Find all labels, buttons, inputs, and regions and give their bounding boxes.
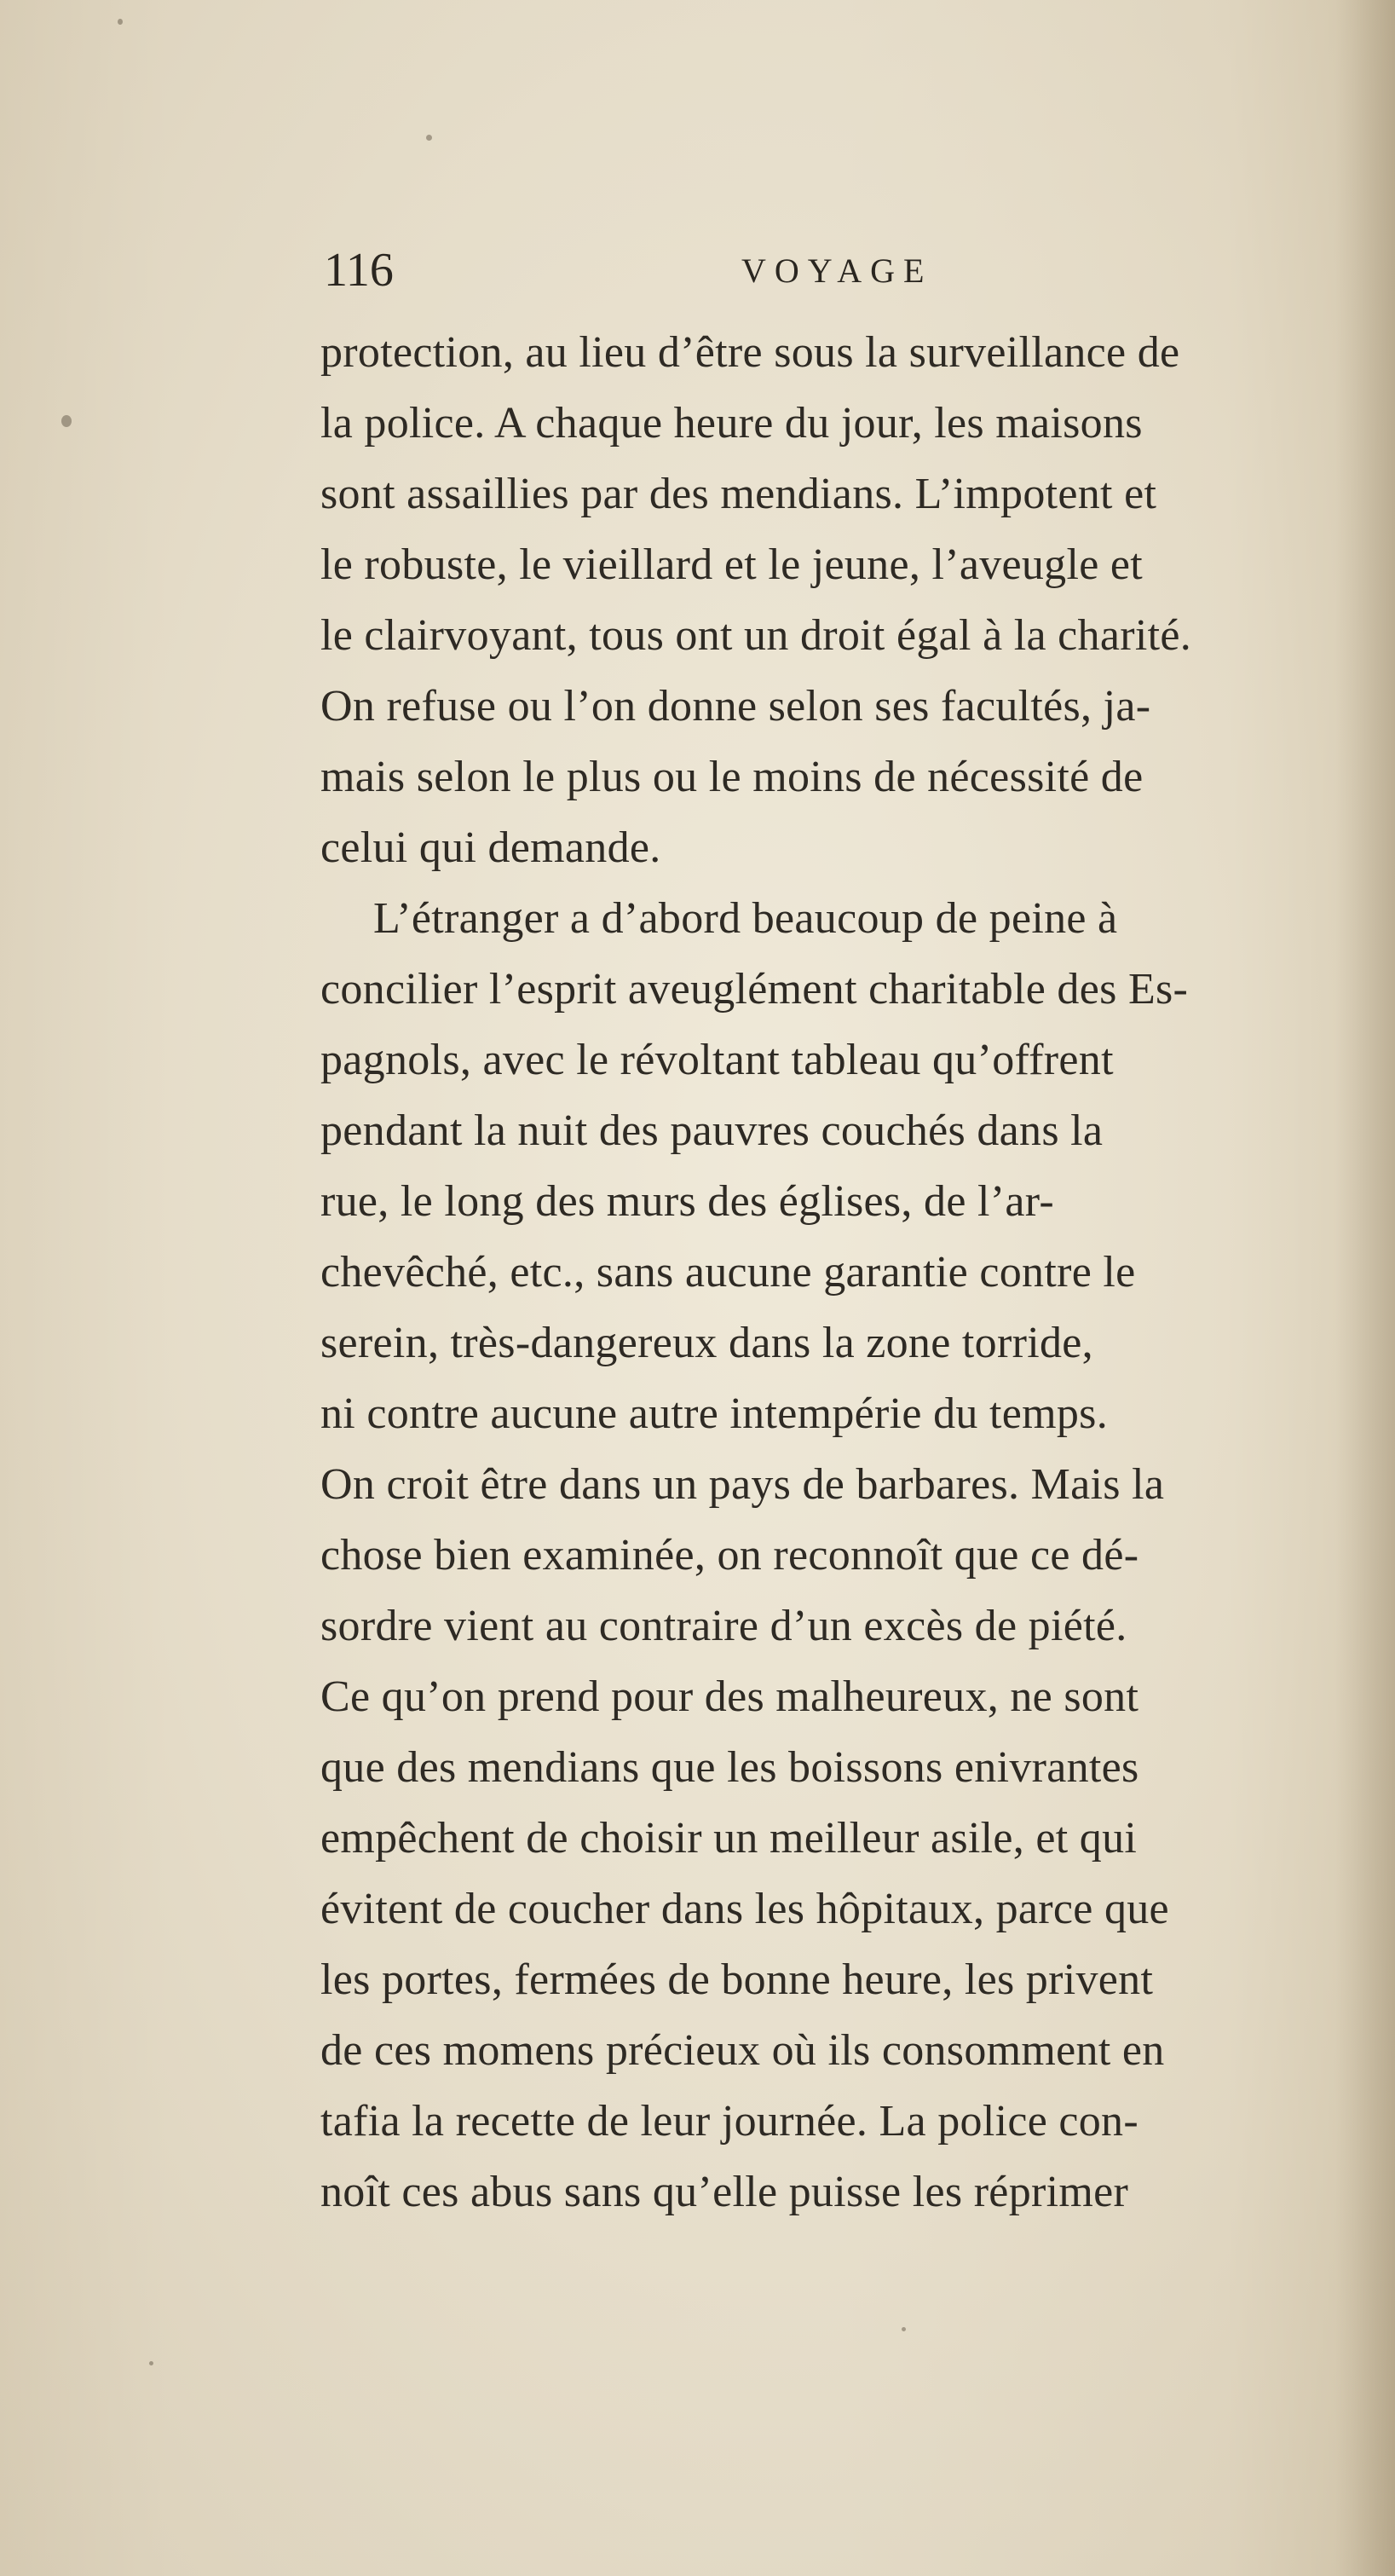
text-line: celui qui demande.: [320, 823, 661, 872]
body-text: [320, 317, 1386, 2227]
text-line: serein, très-dangereux dans la zone torride,: [320, 1319, 1093, 1367]
running-head: [324, 240, 1312, 300]
text-line: le robuste, le vieillard et le jeune, l’aveugle et: [320, 540, 1144, 589]
text-line: chose bien examinée, on reconnoît que ce dé-: [320, 1531, 1139, 1580]
text-line: chevêché, etc., sans aucune garantie contre le: [320, 1248, 1136, 1297]
text-line: protection, au lieu d’être sous la surveillance de: [320, 328, 1180, 377]
text-line: sont assaillies par des mendians. L’impotent et: [320, 470, 1157, 518]
paper-speck: [426, 135, 432, 141]
text-line: pagnols, avec le révoltant tableau qu’offrent: [320, 1036, 1114, 1084]
text-line: L’étranger a d’abord beaucoup de peine à: [373, 894, 1118, 943]
text-line: On croit être dans un pays de barbares. Mais la: [320, 1460, 1165, 1509]
text-line: évitent de coucher dans les hôpitaux, parce que: [320, 1885, 1169, 1933]
text-line: noît ces abus sans qu’elle puisse les réprimer: [320, 2168, 1129, 2216]
paper-speck: [149, 2361, 153, 2365]
text-line: pendant la nuit des pauvres couchés dans la: [320, 1106, 1104, 1155]
running-title: VOYAGE: [741, 251, 933, 290]
paper-speck: [118, 19, 123, 25]
text-line: de ces momens précieux où ils consomment en: [320, 2026, 1165, 2075]
paper-speck: [61, 415, 72, 427]
text-line: On refuse ou l’on donne selon ses facultés, ja-: [320, 682, 1151, 731]
page-number: 116: [324, 244, 394, 297]
paper-speck: [902, 2327, 906, 2331]
text-line: sordre vient au contraire d’un excès de piété.: [320, 1602, 1127, 1650]
text-line: le clairvoyant, tous ont un droit égal à la charité.: [320, 611, 1192, 660]
text-line: la police. A chaque heure du jour, les maisons: [320, 399, 1143, 448]
text-line: concilier l’esprit aveuglément charitable des Es-: [320, 965, 1189, 1014]
text-line: Ce qu’on prend pour des malheureux, ne sont: [320, 1672, 1139, 1721]
text-line: tafia la recette de leur journée. La police con-: [320, 2097, 1138, 2146]
text-line: empêchent de choisir un meilleur asile, et qui: [320, 1814, 1138, 1863]
text-line: que des mendians que les boissons enivrantes: [320, 1743, 1139, 1792]
text-line: rue, le long des murs des églises, de l’ar-: [320, 1177, 1054, 1226]
text-line: mais selon le plus ou le moins de nécessité de: [320, 753, 1144, 801]
text-line: les portes, fermées de bonne heure, les privent: [320, 1955, 1154, 2004]
text-line: ni contre aucune autre intempérie du temps.: [320, 1389, 1108, 1438]
